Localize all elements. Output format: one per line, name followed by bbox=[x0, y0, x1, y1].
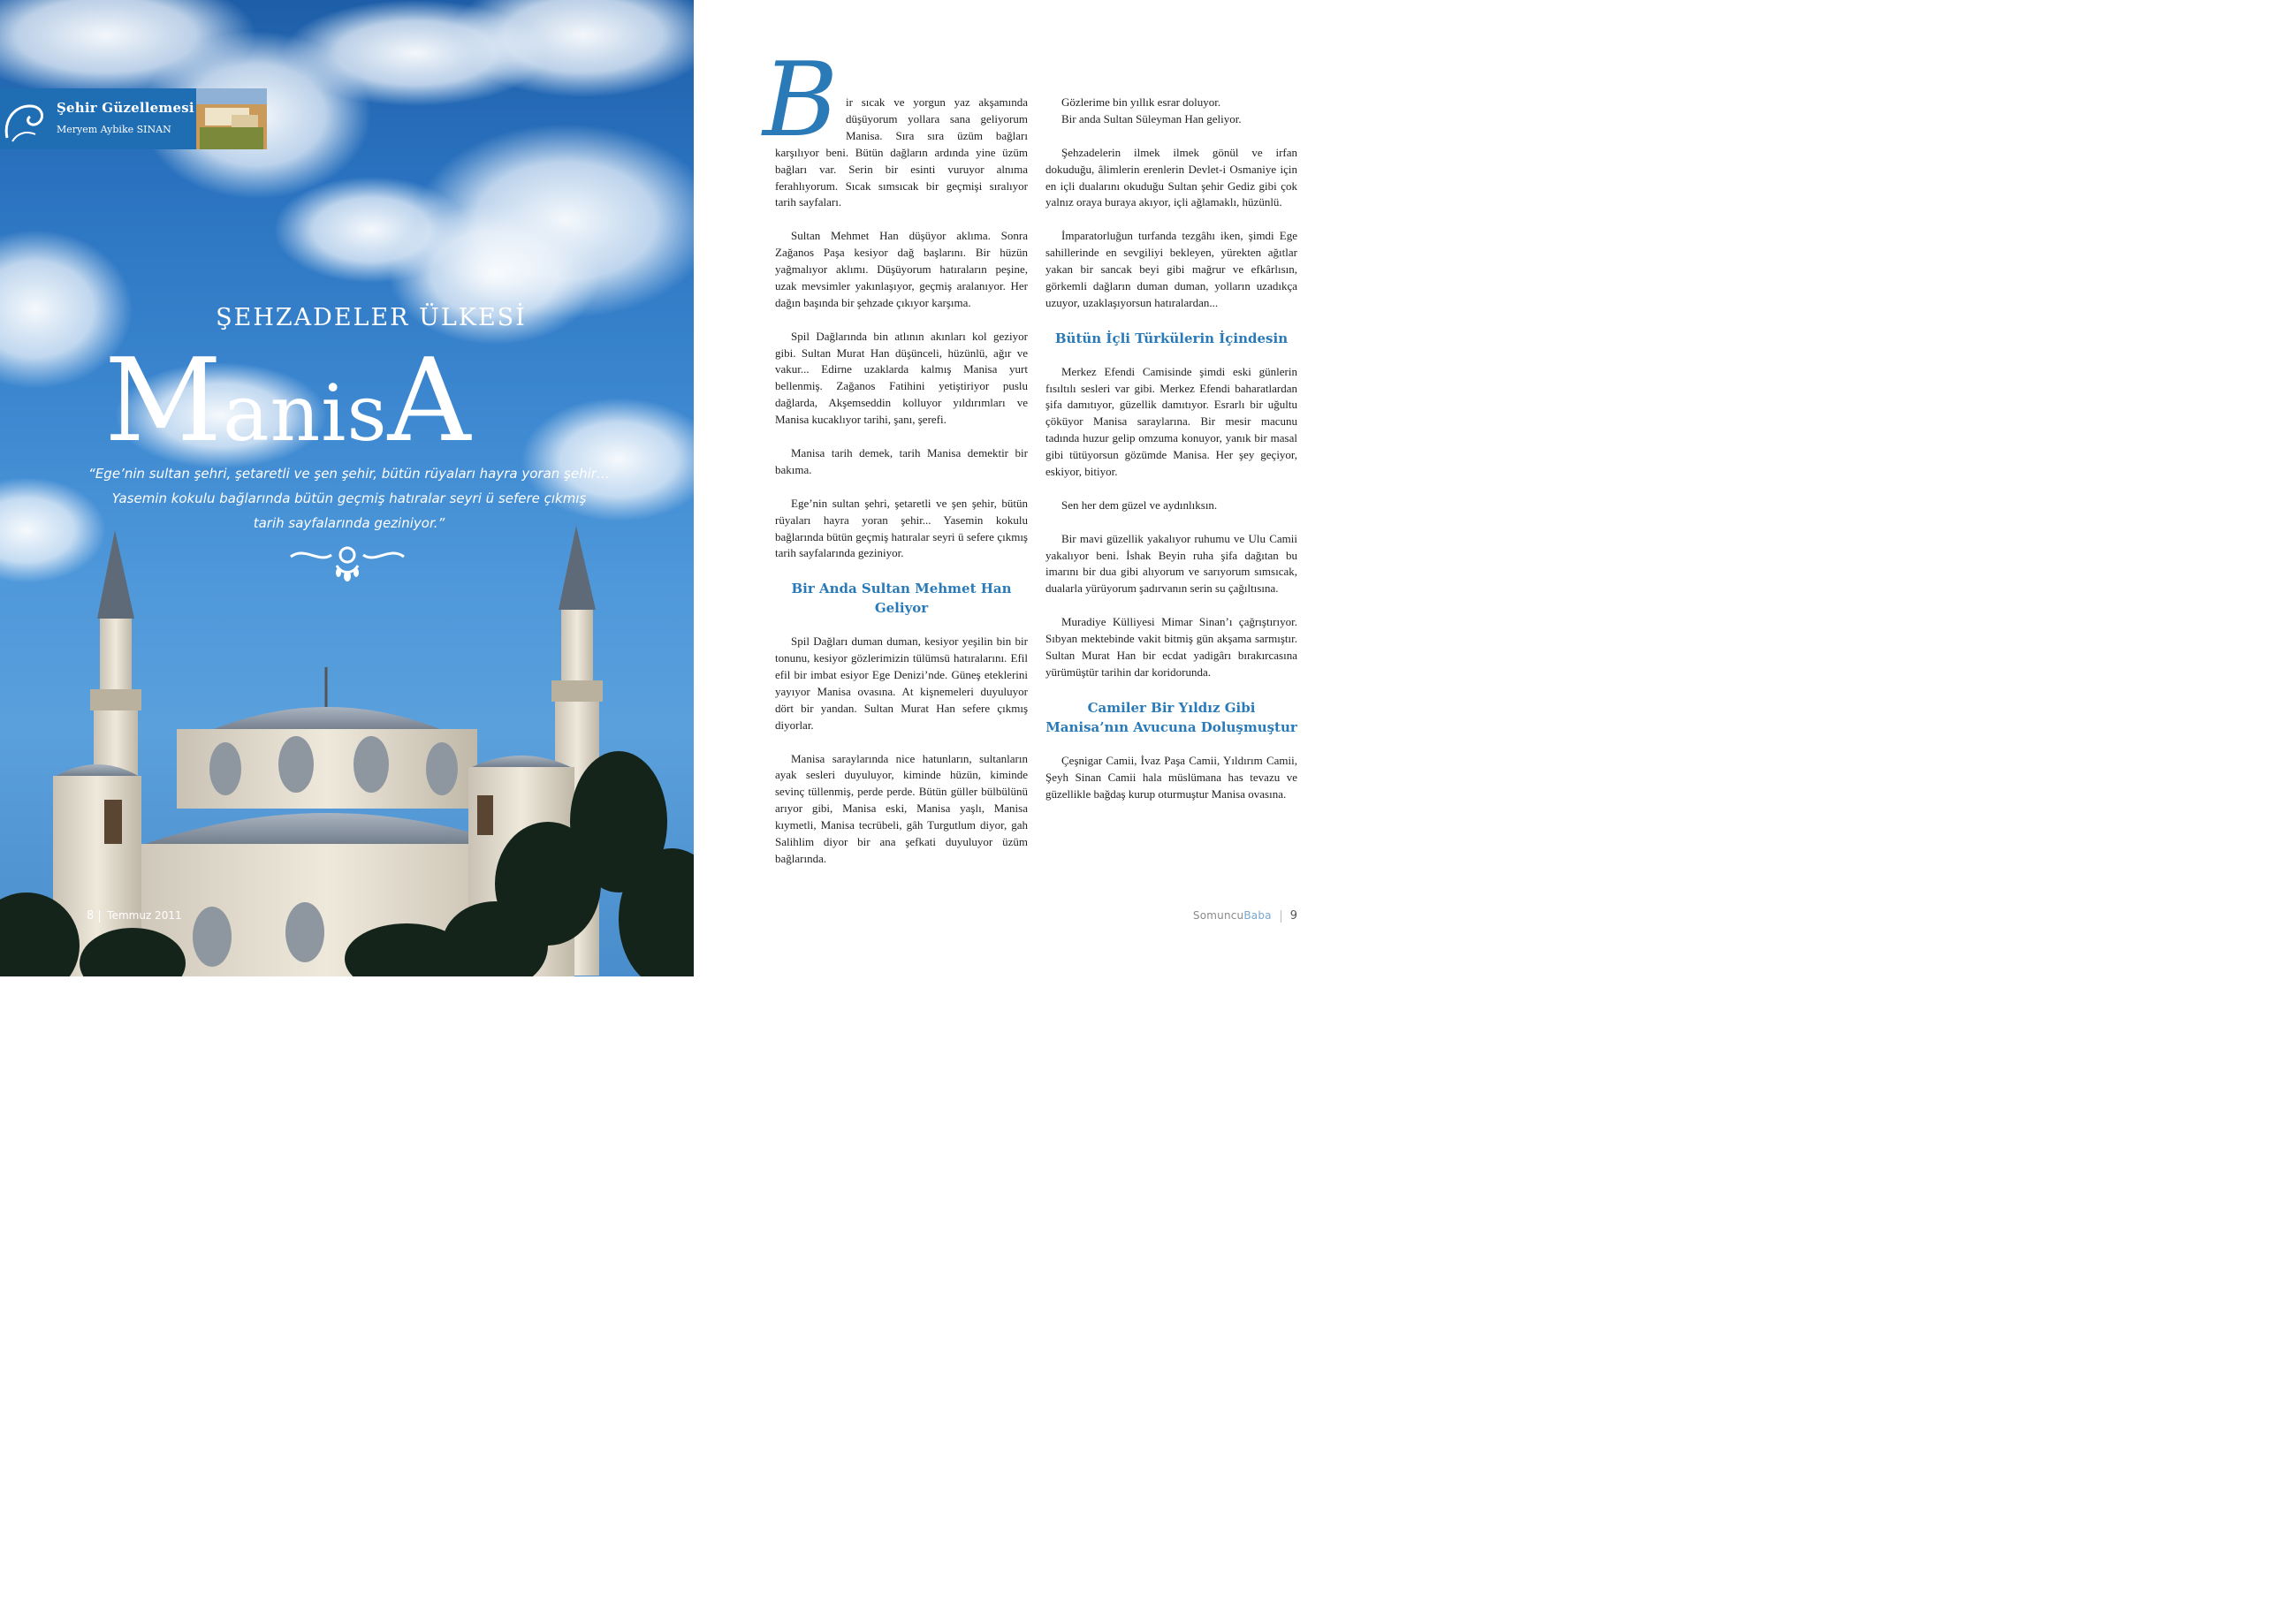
subheading: Camiler Bir Yıldız Gibi Manisa’nın Avucuna Doluşmuştur bbox=[1045, 699, 1297, 735]
title-letter: M bbox=[104, 333, 224, 467]
paragraph: Spil Dağları duman duman, kesiyor yeşilin bin bir tonunu, kesiyor gözlerimizin tülümsü hatıralarını. Efil efil bir imbat esiyor Ege Denizi’nde. Güneş eteklerini yayıyor Manisa ovasına. At kişnemeleri duyuluyor dört bir yandan. Sultan Murat Han sefere çıkmış diyorlar. bbox=[775, 634, 1028, 732]
magazine-brand bbox=[1193, 909, 1272, 922]
paragraph: Bir mavi güzellik yakalıyor ruhumu ve Ulu Camii yakalıyor beni. İshak Beyin ruha şifa dağıtan bu imarını bir dua gibi alıyorum ve sarıyorum sımsıcak, dualarla yürüyorum şadırvanın serin su çağıltısına. bbox=[1045, 531, 1297, 596]
title-letter: n bbox=[270, 368, 322, 459]
cover-photo-page bbox=[0, 0, 694, 976]
paragraph: Sen her dem güzel ve aydınlıksın. bbox=[1061, 498, 1218, 512]
paragraph: Ege’nin sultan şehri, şetaretli ve şen şehir, bütün rüyaları hayra yoran şehir... Yasemin kokulu bağlarında bütün geçmiş hatıralar seyri ü sefere çıkmış tarih sayfalarında geziniyor. bbox=[775, 496, 1028, 560]
left-page-folio bbox=[87, 909, 182, 923]
divider bbox=[99, 910, 100, 923]
paragraph-text: ir sıcak ve yorgun yaz akşamında düşüyorum yollara sana geliyorum Manisa. Sıra sıra üzüm bağları karşılıyor beni. Bütün dağların ardında yine üzüm bağları var. Serin bir esinti vuruyor alnıma ferahlıyorum. Sıcak sımsıcak bir geçmişi sıralıyor tarih sayfaları. bbox=[775, 95, 1028, 209]
brand-part: Somuncu bbox=[1192, 909, 1244, 922]
right-page-folio bbox=[1193, 909, 1297, 923]
paragraph: Manisa tarih demek, tarih Manisa demektir bir bakıma. bbox=[775, 445, 1028, 476]
article-page bbox=[694, 0, 1373, 976]
title-letter: i bbox=[321, 368, 347, 459]
paragraph: Sultan Mehmet Han düşüyor aklıma. Sonra Zağanos Paşa kesiyor dağ başlarını. Bir hüzün yağmalıyor aklımı. Düşüyorum hatıraların peşine, uzak mevsimler yakınlaşıyor, geçmiş aralanıyor. Her dağın başında bir şehzade çıkıyor karşıma. bbox=[775, 229, 1028, 309]
section-title: Şehir Güzellemesi bbox=[57, 100, 194, 116]
paragraph: Manisa saraylarında nice hatunların, sultanların ayak sesleri duyuluyor, kiminde hüzün, kiminde sevinç tüllenmiş, perde perde. Bütün güller bülbülünü arıyor gibi, Manisa eski, Manisa yaşlı, Manisa kıymetli, Manisa tecrübeli, gâh Turgutlum diyor, gah Salihlim diyor bir ana şefkati duyuluyor üzüm bağlarında. bbox=[775, 751, 1028, 865]
city-title bbox=[104, 334, 472, 480]
page-number: 9 bbox=[1289, 909, 1297, 923]
title-letter: A bbox=[387, 333, 472, 467]
lead-line: “Ege’nin sultan şehri, şetaretli ve şen şehir, bütün rüyaları hayra yoran şehir… bbox=[88, 466, 610, 482]
kicker-title: ŞEHZADELER ÜLKESİ bbox=[216, 304, 527, 331]
article-column-1 bbox=[763, 41, 1028, 885]
page-number: 8 bbox=[87, 909, 95, 923]
verse-line: Bir anda Sultan Süleyman Han geliyor. bbox=[1061, 111, 1242, 125]
verse-line: Gözlerime bin yıllık esrar doluyor. bbox=[1061, 95, 1221, 109]
lead-quote bbox=[88, 461, 610, 536]
paragraph: Şehzadelerin ilmek ilmek gönül ve irfan dokuduğu, âlimlerin erenlerin Devlet-i Osmaniye için en içli dualarını okuduğu Sultan şehir Gediz gibi çok yalnız oraya buraya akıyor, içli ağlamaklı, hüzünlü. bbox=[1045, 145, 1297, 209]
section-label-box bbox=[0, 88, 196, 149]
paragraph: Spil Dağlarında bin atlının akınları kol geziyor gibi. Sultan Murat Han düşünceli, hüzünlü, ağır ve vakur... Edirne uzaklarda kalmış Manisa yurt bellenmiş. Zağanos Fatihini yetiştiriyor puslu dağlarda, Akşemseddin kolluyor yıldırımları ve Manisa kucaklıyor tarihi, şanı, şerefi. bbox=[775, 329, 1028, 427]
swirl-ornament-icon bbox=[0, 88, 53, 149]
paragraph: İmparatorluğun turfanda tezgâhı iken, şimdi Ege sahillerinde en sevgiliyi bekleyen, yürekten ağıtlar yakan bir sancak beyi gibi mağrur ve efkârlısın, görkemli dağların duman duman, yolların uzadıkça uzuyor, uzaklaşıyorsun hatıralardan... bbox=[1045, 229, 1297, 309]
title-letter: s bbox=[346, 368, 388, 459]
author-name: Meryem Aybike SINAN bbox=[57, 124, 171, 135]
subheading: Bir Anda Sultan Mehmet Han Geliyor bbox=[791, 581, 1012, 617]
section-thumbnail-image bbox=[196, 88, 267, 149]
title-letter: a bbox=[223, 368, 270, 459]
paragraph: Çeşnigar Camii, İvaz Paşa Camii, Yıldırım Camii, Şeyh Sinan Camii hala müslümana has tevazu ve güzellikle bağdaş kurup oturmuştur Manisa ovasına. bbox=[1045, 753, 1297, 801]
lead-line: tarih sayfalarında geziniyor.” bbox=[253, 515, 445, 531]
article-column-2 bbox=[1045, 95, 1297, 819]
flourish-ornament-icon bbox=[287, 543, 407, 585]
paragraph bbox=[763, 41, 1028, 211]
paragraph: Muradiye Külliyesi Mimar Sinan’ı çağrıştırıyor. Sıbyan mektebinde vakit bitmiş gün akşama sarmıştır. Sultan Murat Han bir ecdat yadigârı bırakırcasına yürümüştür tarihin dar koridorunda. bbox=[1045, 615, 1297, 679]
lead-line: Yasemin kokulu bağlarında bütün geçmiş hatıralar seyri ü sefere çıkmış bbox=[111, 490, 587, 506]
paragraph: Merkez Efendi Camisinde şimdi eski günlerin fısıltılı sesleri var gibi. Merkez Efendi baharatlardan şifa damıtıyor, güzellik damıtıyor. Esrarlı bir uğultu çöküyor Manisa saraylarına. Bir mesir macunu tadında huzur gelip omzuma konuyor, yanık bir masal gibi tütüyorsun gözümde Manisa. Her şey geçiyor, eskiyor, bitiyor. bbox=[1045, 364, 1297, 479]
issue-date: Temmuz 2011 bbox=[107, 909, 182, 922]
subheading: Bütün İçli Türkülerin İçindesin bbox=[1054, 330, 1289, 346]
drop-cap: B bbox=[763, 41, 839, 160]
brand-part: Baba bbox=[1243, 909, 1272, 922]
